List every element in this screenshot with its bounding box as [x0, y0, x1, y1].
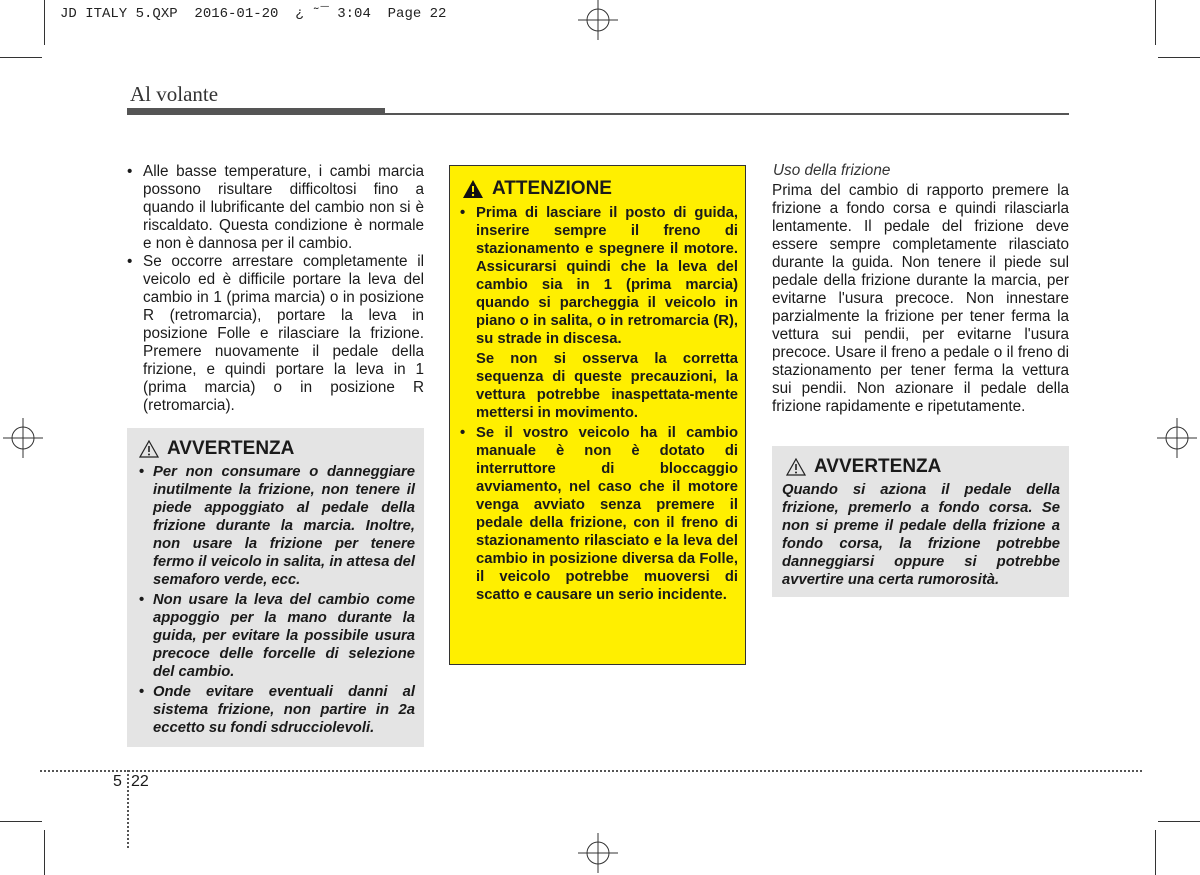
warning-triangle-icon: [786, 458, 806, 476]
section-number: 5: [113, 773, 122, 790]
crop-mark: [0, 821, 42, 822]
section-body: Prima del cambio di rapporto premere la frizione a fondo corsa e quindi rilasciarla lentamente. Il pedale del frizione deve essere sempre completamente rilasciato durante la guida. Non tenere il piede sul pedale della frizione durante la marcia, per evitarne l'usura precoce. Non innestare parzialmente la frizione per tener ferma la vettura sui pendii, per evitarne l'usura precoce. Usare il freno a pedale o il freno di stazionamento per tener ferma la vettura sui pendii. Non azionare il pedale della frizione rapidamente e ripetutamente.: [772, 182, 1069, 415]
crop-mark: [1158, 57, 1200, 58]
crop-mark: [0, 57, 42, 58]
header-rule-thick: [127, 108, 385, 115]
attention-item: • Se il vostro veicolo ha il cambio manuale è non è dotato di interruttore di bloccaggio avviamento, nel caso che il motore venga avviato senza premere il pedale della frizione, con il freno di stazionamento rilasciato e la leva del cambio in posizione diversa da Folle, il veicolo potrebbe muoversi di scatto e causare un serio incidente.: [458, 424, 738, 604]
warning-box-right: [772, 446, 1069, 597]
warning-title: AVVERTENZA: [167, 438, 295, 459]
attention-title: ATTENZIONE: [492, 178, 612, 199]
left-column-text: [127, 163, 424, 415]
crop-mark: [44, 830, 45, 875]
registration-mark-icon: [1157, 418, 1197, 458]
attention-paragraph: Se non si osserva la corretta sequenza di queste precauzioni, la vettura potrebbe inaspettata-mente mettersi in movimento.: [476, 351, 738, 421]
crop-mark: [1155, 0, 1156, 45]
registration-mark-icon: [3, 418, 43, 458]
attention-box: [449, 165, 746, 665]
list-item: • Alle basse temperature, i cambi marcia possono risultare difficoltosi fino a quando il lubrificante del cambio non si è riscaldato. Questa condizione è normale e non è dannosa per il cambio.: [127, 163, 424, 253]
attention-heading: [462, 178, 612, 200]
warning-item: • Per non consumare o danneggiare inutilmente la frizione, non tenere il piede appoggiato al pedale della frizione durante la marcia. Inoltre, non usare la frizione per tenere fermo il veicolo in salita, in attesa del semaforo verde, ecc.: [137, 463, 415, 589]
page-number-value: 22: [131, 773, 149, 790]
chapter-title: Al volante: [130, 82, 219, 106]
attention-paragraph: • Prima di lasciare il posto di guida, inserire sempre il freno di stazionamento e spegnere il motore. Assicurarsi quindi che la leva del cambio sia in 1 (prima marcia) quando si parcheggia il veicolo in piano o in salita, o in retromarcia (R), su strade in discesa.: [476, 205, 738, 347]
crop-mark: [1155, 830, 1156, 875]
warning-title: AVVERTENZA: [814, 456, 942, 477]
warning-triangle-icon: [462, 179, 484, 199]
warning-text: Quando si aziona il pedale della frizione, premerlo a fondo corsa. Se non si preme il pedale della frizione a fondo corsa, la frizione potrebbe danneggiarsi oppure si potrebbe avvertire una certa rumorosità.: [782, 482, 1060, 588]
warning-heading: [139, 438, 294, 460]
registration-mark-icon: [578, 833, 618, 873]
print-slug: JD ITALY 5.QXP 2016-01-20 ¿ ˜¯ 3:04 Page 22: [60, 6, 447, 22]
registration-mark-icon: [578, 0, 618, 40]
warning-item: • Onde evitare eventuali danni al sistema frizione, non partire in 2a eccetto su fondi sdrucciolevoli.: [137, 683, 415, 737]
warning-triangle-icon: [139, 440, 159, 458]
header-rule-thin: [385, 113, 1069, 115]
attention-item: [458, 204, 738, 422]
footer-divider: [40, 770, 1142, 772]
crop-mark: [44, 0, 45, 45]
list-item: • Se occorre arrestare completamente il veicolo ed è difficile portare la leva del cambio in 1 (prima marcia) o in posizione R (retromarcia), portare la leva in posizione Folle e rilasciare la frizione. Premere nuovamente il pedale della frizione, e quindi portare la leva in 1 (prima marcia) o in posizione R (retromarcia).: [127, 253, 424, 415]
footer-divider-vertical: [127, 770, 129, 848]
crop-mark: [1158, 821, 1200, 822]
section-heading: Uso della frizione: [773, 162, 891, 179]
warning-item: • Non usare la leva del cambio come appoggio per la mano durante la guida, per evitare la possibile usura precoce delle forcelle di selezione del cambio.: [137, 591, 415, 681]
warning-box-left: [127, 428, 424, 747]
warning-heading: [786, 456, 941, 478]
